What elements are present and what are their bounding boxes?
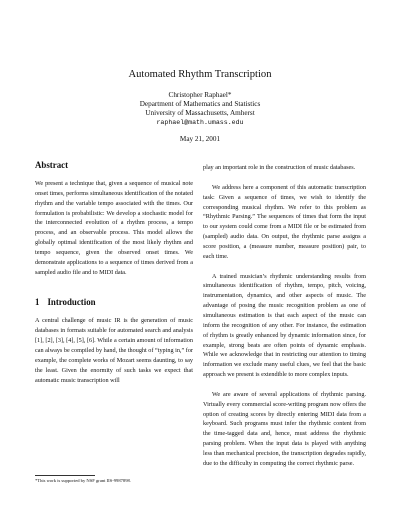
abstract-text: We present a technique that, given a sequence of musical note onset times, performs simultaneous identification of the notated rhythm and the variable tempo associated with the times. Our formulation is probabilistic: We develop a stochastic model for the interconnected evolution of a rhythm process, a tempo process, and an observable process. This model allows the globally optimal identification of the most likely rhythm and tempo sequence, given the observed onset times. We demonstrate applications to a sequence of times derived from a sampled audio file and to MIDI data. xyxy=(35,180,193,276)
introduction-paragraph-2: We address here a component of this automatic transcription task: Given a sequence of times, we wish to identify the corresponding musical rhythm. We refer to this problem as “Rhythmic Parsing.” The sequences of times that form the input to our system could come from a MIDI file or be estimated from (sampled) audio data. On output, the rhythmic parse assigns a score position, a (measure number, measure position) pair, to each time. xyxy=(203,183,366,260)
introduction-continuation: play an important role in the construction of music databases. xyxy=(203,164,356,171)
author-email[interactable]: raphael@math.umass.edu xyxy=(156,119,244,126)
footnote-divider xyxy=(35,475,95,476)
right-column xyxy=(203,163,366,469)
author-university: University of Massachusetts, Amherst xyxy=(145,109,255,117)
introduction-paragraph-1: A central challenge of music IR is the generation of music databases in formats suitable for automated search and analysis [1], [2], [3], [4], [5], [6]. While a certain amount of information can always be compiled by hand, the thought of “typing in,” for example, the complete works of Mozart seems daunting, to say the least. Given the enormity of such tasks we expect that automatic music transcription will xyxy=(35,317,193,384)
left-column xyxy=(35,160,193,385)
introduction-paragraph-4: We are aware of several applications of rhythmic parsing. Virtually every commercial score-writing program now offers the option of creating scores by directly entering MIDI data from a keyboard. Such programs must infer the rhythmic content from the time-tagged data and, hence, must address the rhythmic parsing problem. When the input data is played with anything less than mechanical precision, the transcription degrades rapidly, due to the difficulty in computing the correct rhythmic parse. xyxy=(203,390,366,467)
author-department: Department of Mathematics and Statistics xyxy=(139,100,261,108)
introduction-heading xyxy=(35,297,193,308)
introduction-paragraph-3: A trained musician’s rhythmic understanding results from simultaneous identification of rhythm, tempo, pitch, voicing, instrumentation, dynamics, and other aspects of music. The advantage of posing the music recognition problem as one of simultaneous estimation is that each aspect of the music can inform the recognition of any other. For instance, the estimation of rhythm is greatly enhanced by dynamic information since, for example, strong beats are often points of dynamic emphasis. While we acknowledge that in restricting our attention to timing information we exclude many useful clues, we feel that the basic approach we present is extendible to more complex inputs. xyxy=(203,272,366,379)
paper-title: Automated Rhythm Transcription xyxy=(128,69,272,80)
section-number: 1 xyxy=(35,297,40,308)
section-title: Introduction xyxy=(47,297,96,308)
abstract-heading: Abstract xyxy=(35,160,69,170)
author-block xyxy=(0,91,400,127)
footnote: *This work is supported by NSF grant IIS-9987898. xyxy=(35,478,131,483)
author-name: Christopher Raphael* xyxy=(168,91,232,99)
paper-date: May 21, 2001 xyxy=(179,135,221,143)
